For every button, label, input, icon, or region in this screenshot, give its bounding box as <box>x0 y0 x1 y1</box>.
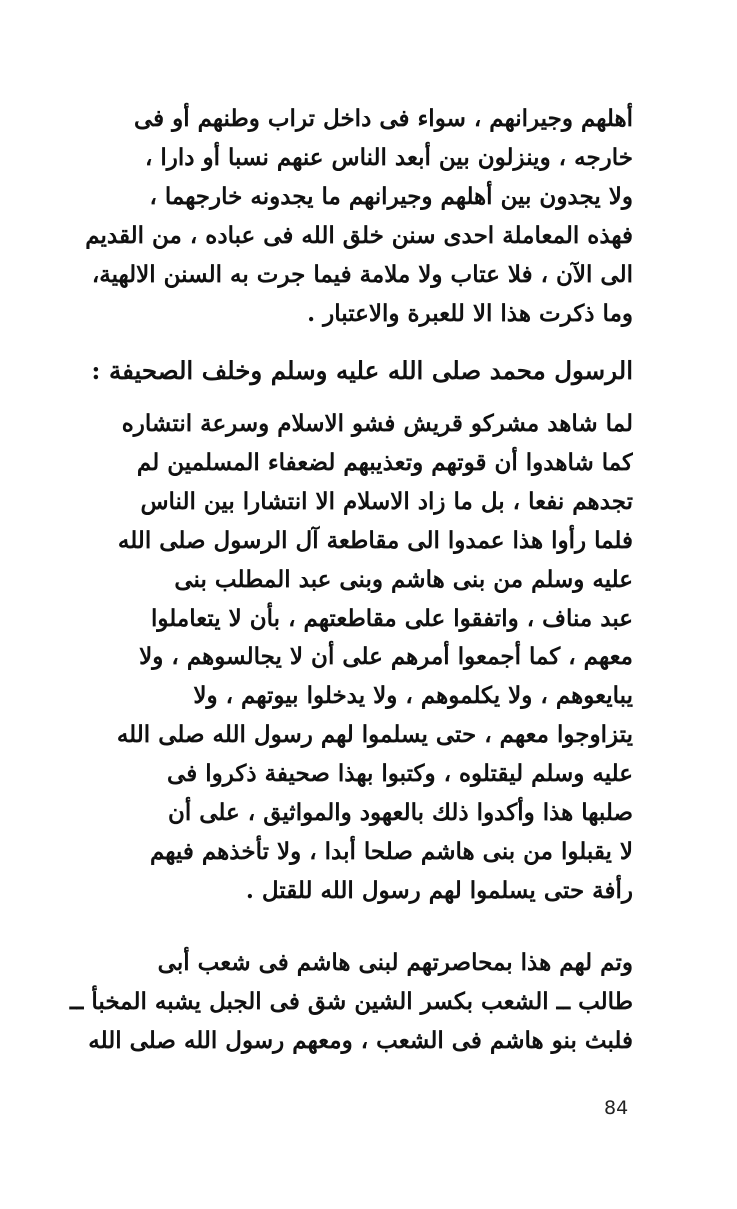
text-line: عليه وسلم من بنى هاشم وبنى عبد المطلب بنى <box>174 565 633 593</box>
text-line: فلما رأوا هذا عمدوا الى مقاطعة آل الرسول صلى الله <box>117 526 633 554</box>
page-number: 84 <box>604 1097 629 1119</box>
text-line: فهذه المعاملة احدى سنن خلق الله فى عباده ، من القديم <box>85 221 633 249</box>
text-line: فلبث بنو هاشم فى الشعب ، ومعهم رسول الله صلى الله <box>88 1026 633 1054</box>
text-line: لا يقبلوا من بنى هاشم صلحا أبدا ، ولا تأخذهم فيهم <box>150 837 633 865</box>
paragraph-1 <box>48 100 633 333</box>
text-line: كما شاهدوا أن قوتهم وتعذيبهم لضعفاء المسلمين لم <box>136 448 633 476</box>
paragraph-3 <box>48 944 633 1061</box>
text-line: وتم لهم هذا بمحاصرتهم لبنى هاشم فى شعب أبى <box>157 949 633 976</box>
text-line: وما ذكرت هذا الا للعبرة والاعتبار . <box>307 299 633 327</box>
text-line: يبايعوهم ، ولا يكلموهم ، ولا يدخلوا بيوتهم ، ولا <box>193 682 633 710</box>
text-line: تجدهم نفعا ، بل ما زاد الاسلام الا انتشارا بين الناس <box>140 487 633 515</box>
text-line: لما شاهد مشركو قريش فشو الاسلام وسرعة انتشاره <box>121 410 633 437</box>
text-line: معهم ، كما أجمعوا أمرهم على أن لا يجالسوهم ، ولا <box>139 643 633 671</box>
text-line: يتزاوجوا معهم ، حتى يسلموا لهم رسول الله صلى الله <box>116 721 633 749</box>
text-line: طالب ــ الشعب بكسر الشين شق فى الجبل يشبه المخبأ ــ <box>69 987 633 1015</box>
text-line: أهلهم وجيرانهم ، سواء فى داخل تراب وطنهم أو فى <box>133 105 633 132</box>
text-line: ولا يجدون بين أهلهم وجيرانهم ما يجدونه خارجهما ، <box>149 182 633 210</box>
text-line: رأفة حتى يسلموا لهم رسول الله للقتل . <box>245 876 633 904</box>
section-heading <box>48 352 633 391</box>
heading-text: الرسول محمد صلى الله عليه وسلم وخلف الصحيفة : <box>91 356 633 385</box>
text-line: عبد مناف ، واتفقوا على مقاطعتهم ، بأن لا يتعاملوا <box>151 604 633 632</box>
text-line: خارجه ، وينزلون بين أبعد الناس عنهم نسبا أو دارا ، <box>144 143 633 171</box>
text-line: عليه وسلم ليقتلوه ، وكتبوا بهذا صحيفة ذكروا فى <box>167 760 633 788</box>
paragraph-2 <box>48 405 633 911</box>
text-line: صلبها هذا وأكدوا ذلك بالعهود والمواثيق ، على أن <box>167 799 633 827</box>
text-line: الى الآن ، فلا عتاب ولا ملامة فيما جرت به السنن الالهية، <box>91 260 633 288</box>
